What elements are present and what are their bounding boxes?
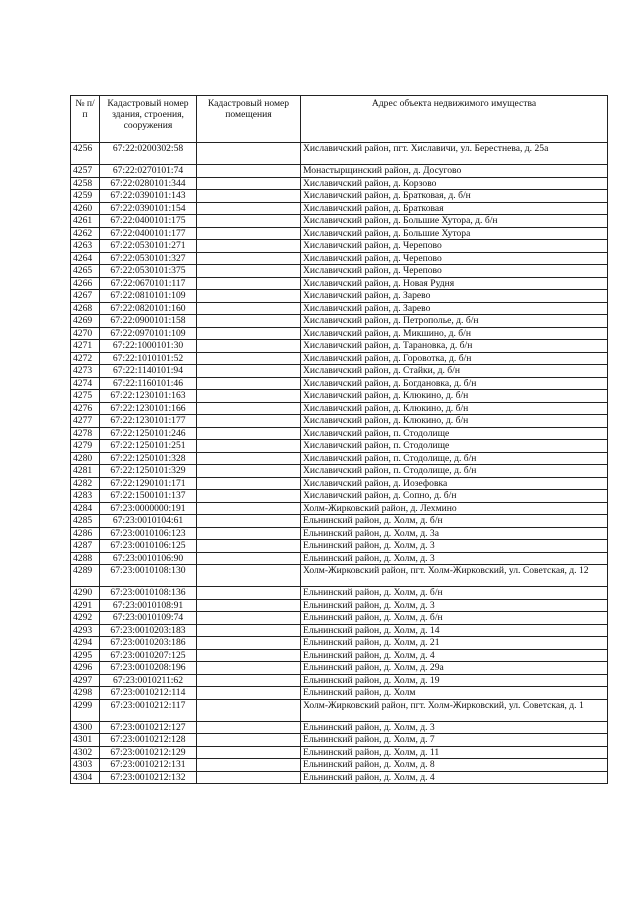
header-room-number: Кадастровый номер помещения — [197, 96, 301, 143]
cadastral-number-cell: 67:22:1230101:163 — [100, 390, 197, 403]
address-cell: Ельнинский район, д. Холм, д. 3а — [301, 527, 608, 540]
row-number-cell: 4294 — [71, 637, 100, 650]
room-number-cell — [197, 540, 301, 553]
room-number-cell — [197, 637, 301, 650]
cadastral-number-cell: 67:22:1230101:177 — [100, 415, 197, 428]
cadastral-number-cell: 67:22:1010101:52 — [100, 352, 197, 365]
table-row — [71, 252, 608, 265]
room-number-cell — [197, 377, 301, 390]
room-number-cell — [197, 402, 301, 415]
row-number-cell: 4299 — [71, 699, 100, 721]
table-row — [71, 502, 608, 515]
address-cell: Холм-Жирковский район, пгт. Холм-Жирковский, ул. Советская, д. 1 — [301, 699, 608, 721]
cadastral-number-cell: 67:22:1230101:166 — [100, 402, 197, 415]
address-cell: Хиславичский район, пгт. Хиславичи, ул. Берестнева, д. 25а — [301, 143, 608, 165]
room-number-cell — [197, 759, 301, 772]
cadastral-number-cell: 67:23:0010106:123 — [100, 527, 197, 540]
address-cell: Хиславичский район, д. Зарево — [301, 290, 608, 303]
row-number-cell: 4275 — [71, 390, 100, 403]
room-number-cell — [197, 477, 301, 490]
table-row — [71, 477, 608, 490]
table-row — [71, 352, 608, 365]
table-row — [71, 721, 608, 734]
table-row — [71, 277, 608, 290]
row-number-cell: 4274 — [71, 377, 100, 390]
room-number-cell — [197, 699, 301, 721]
header-num: № п/п — [71, 96, 100, 143]
address-cell: Ельнинский район, д. Холм, д. 19 — [301, 674, 608, 687]
row-number-cell: 4269 — [71, 315, 100, 328]
row-number-cell: 4262 — [71, 227, 100, 240]
row-number-cell: 4285 — [71, 515, 100, 528]
address-cell: Хиславичский район, д. Сопно, д. б/н — [301, 490, 608, 503]
address-cell: Ельнинский район, д. Холм, д. 3 — [301, 599, 608, 612]
row-number-cell: 4265 — [71, 265, 100, 278]
address-cell: Хиславичский район, п. Стодолище — [301, 427, 608, 440]
address-cell: Холм-Жирковский район, д. Лехмино — [301, 502, 608, 515]
table-row — [71, 687, 608, 700]
table-body — [71, 143, 608, 784]
row-number-cell: 4284 — [71, 502, 100, 515]
room-number-cell — [197, 302, 301, 315]
row-number-cell: 4278 — [71, 427, 100, 440]
cadastral-number-cell: 67:23:0010212:128 — [100, 734, 197, 747]
table-row — [71, 771, 608, 784]
table-row — [71, 440, 608, 453]
row-number-cell: 4286 — [71, 527, 100, 540]
cadastral-number-cell: 67:22:0530101:375 — [100, 265, 197, 278]
address-cell: Ельнинский район, д. Холм, д. б/н — [301, 612, 608, 625]
address-cell: Хиславичский район, д. Стайки, д. б/н — [301, 365, 608, 378]
address-cell: Хиславичский район, д. Большие Хутора, д. б/н — [301, 215, 608, 228]
cadastral-number-cell: 67:22:1290101:171 — [100, 477, 197, 490]
table-row — [71, 377, 608, 390]
address-cell: Ельнинский район, д. Холм — [301, 687, 608, 700]
cadastral-number-cell: 67:22:1250101:329 — [100, 465, 197, 478]
room-number-cell — [197, 252, 301, 265]
room-number-cell — [197, 687, 301, 700]
table-row — [71, 265, 608, 278]
table-row — [71, 565, 608, 587]
row-number-cell: 4300 — [71, 721, 100, 734]
cadastral-number-cell: 67:23:0010106:90 — [100, 552, 197, 565]
table-row — [71, 143, 608, 165]
row-number-cell: 4258 — [71, 177, 100, 190]
address-cell: Хиславичский район, д. Клюкино, д. б/н — [301, 415, 608, 428]
cadastral-number-cell: 67:22:0200302:58 — [100, 143, 197, 165]
row-number-cell: 4303 — [71, 759, 100, 772]
cadastral-number-cell: 67:23:0010108:91 — [100, 599, 197, 612]
row-number-cell: 4267 — [71, 290, 100, 303]
row-number-cell: 4271 — [71, 340, 100, 353]
cadastral-number-cell: 67:23:0010108:130 — [100, 565, 197, 587]
address-cell: Хиславичский район, д. Богдановка, д. б/н — [301, 377, 608, 390]
room-number-cell — [197, 565, 301, 587]
header-cadastral-number: Кадастровый номер здания, строения, сооружения — [100, 96, 197, 143]
address-cell: Хиславичский район, д. Тарановка, д. б/н — [301, 340, 608, 353]
address-cell: Хиславичский район, д. Братковая — [301, 202, 608, 215]
cadastral-number-cell: 67:23:0010203:186 — [100, 637, 197, 650]
table-row — [71, 662, 608, 675]
room-number-cell — [197, 415, 301, 428]
table-row — [71, 587, 608, 600]
address-cell: Ельнинский район, д. Холм, д. 4 — [301, 771, 608, 784]
row-number-cell: 4290 — [71, 587, 100, 600]
row-number-cell: 4277 — [71, 415, 100, 428]
table-row — [71, 402, 608, 415]
table-row — [71, 290, 608, 303]
room-number-cell — [197, 365, 301, 378]
room-number-cell — [197, 515, 301, 528]
room-number-cell — [197, 177, 301, 190]
address-cell: Хиславичский район, д. Черепово — [301, 265, 608, 278]
table-row — [71, 527, 608, 540]
table-row — [71, 734, 608, 747]
room-number-cell — [197, 440, 301, 453]
cadastral-number-cell: 67:23:0010212:117 — [100, 699, 197, 721]
row-number-cell: 4276 — [71, 402, 100, 415]
cadastral-number-cell: 67:22:1000101:30 — [100, 340, 197, 353]
table-row — [71, 452, 608, 465]
cadastral-number-cell: 67:22:1160101:46 — [100, 377, 197, 390]
table-row — [71, 215, 608, 228]
row-number-cell: 4266 — [71, 277, 100, 290]
address-cell: Хиславичский район, п. Стодолище — [301, 440, 608, 453]
room-number-cell — [197, 202, 301, 215]
address-cell: Ельнинский район, д. Холм, д. 14 — [301, 624, 608, 637]
table-row — [71, 637, 608, 650]
cadastral-number-cell: 67:23:0000000:191 — [100, 502, 197, 515]
row-number-cell: 4301 — [71, 734, 100, 747]
row-number-cell: 4280 — [71, 452, 100, 465]
address-cell: Хиславичский район, д. Большие Хутора — [301, 227, 608, 240]
address-cell: Хиславичский район, д. Новая Рудня — [301, 277, 608, 290]
room-number-cell — [197, 390, 301, 403]
row-number-cell: 4259 — [71, 190, 100, 203]
address-cell: Хиславичский район, д. Зарево — [301, 302, 608, 315]
table-row — [71, 465, 608, 478]
cadastral-number-cell: 67:23:0010212:131 — [100, 759, 197, 772]
address-cell: Ельнинский район, д. Холм, д. 21 — [301, 637, 608, 650]
address-cell: Хиславичский район, д. Корзово — [301, 177, 608, 190]
address-cell: Хиславичский район, д. Микшино, д. б/н — [301, 327, 608, 340]
row-number-cell: 4273 — [71, 365, 100, 378]
table-row — [71, 490, 608, 503]
room-number-cell — [197, 587, 301, 600]
room-number-cell — [197, 315, 301, 328]
address-cell: Хиславичский район, д. Горовотка, д. б/н — [301, 352, 608, 365]
address-cell: Хиславичский район, д. Братковая, д. б/н — [301, 190, 608, 203]
address-cell: Хиславичский район, д. Клюкино, д. б/н — [301, 402, 608, 415]
table-row — [71, 540, 608, 553]
table-row — [71, 599, 608, 612]
cadastral-number-cell: 67:22:0820101:160 — [100, 302, 197, 315]
address-cell: Ельнинский район, д. Холм, д. 3 — [301, 721, 608, 734]
registry-table — [70, 95, 608, 784]
room-number-cell — [197, 599, 301, 612]
cadastral-number-cell: 67:23:0010108:136 — [100, 587, 197, 600]
room-number-cell — [197, 674, 301, 687]
row-number-cell: 4289 — [71, 565, 100, 587]
room-number-cell — [197, 771, 301, 784]
address-cell: Хиславичский район, д. Петрополье, д. б/н — [301, 315, 608, 328]
room-number-cell — [197, 662, 301, 675]
cadastral-number-cell: 67:22:0390101:154 — [100, 202, 197, 215]
row-number-cell: 4298 — [71, 687, 100, 700]
cadastral-number-cell: 67:23:0010106:125 — [100, 540, 197, 553]
room-number-cell — [197, 452, 301, 465]
row-number-cell: 4297 — [71, 674, 100, 687]
cadastral-number-cell: 67:22:0530101:327 — [100, 252, 197, 265]
table-row — [71, 390, 608, 403]
row-number-cell: 4282 — [71, 477, 100, 490]
table-row — [71, 612, 608, 625]
room-number-cell — [197, 490, 301, 503]
table-row — [71, 746, 608, 759]
address-cell: Хиславичский район, п. Стодолище, д. б/н — [301, 465, 608, 478]
row-number-cell: 4291 — [71, 599, 100, 612]
row-number-cell: 4293 — [71, 624, 100, 637]
room-number-cell — [197, 240, 301, 253]
row-number-cell: 4260 — [71, 202, 100, 215]
address-cell: Ельнинский район, д. Холм, д. 11 — [301, 746, 608, 759]
cadastral-number-cell: 67:22:1250101:246 — [100, 427, 197, 440]
cadastral-number-cell: 67:22:0390101:143 — [100, 190, 197, 203]
cadastral-number-cell: 67:23:0010212:127 — [100, 721, 197, 734]
cadastral-number-cell: 67:22:1250101:328 — [100, 452, 197, 465]
row-number-cell: 4288 — [71, 552, 100, 565]
address-cell: Холм-Жирковский район, пгт. Холм-Жирковский, ул. Советская, д. 12 — [301, 565, 608, 587]
address-cell: Хиславичский район, д. Клюкино, д. б/н — [301, 390, 608, 403]
row-number-cell: 4296 — [71, 662, 100, 675]
cadastral-number-cell: 67:22:1250101:251 — [100, 440, 197, 453]
table-row — [71, 624, 608, 637]
address-cell: Ельнинский район, д. Холм, д. 3 — [301, 552, 608, 565]
cadastral-number-cell: 67:23:0010104:61 — [100, 515, 197, 528]
room-number-cell — [197, 327, 301, 340]
row-number-cell: 4304 — [71, 771, 100, 784]
table-row — [71, 227, 608, 240]
row-number-cell: 4279 — [71, 440, 100, 453]
cadastral-number-cell: 67:22:0280101:344 — [100, 177, 197, 190]
table-header-row — [71, 96, 608, 143]
row-number-cell: 4257 — [71, 165, 100, 178]
cadastral-number-cell: 67:22:0400101:175 — [100, 215, 197, 228]
cadastral-number-cell: 67:23:0010212:132 — [100, 771, 197, 784]
table-row — [71, 315, 608, 328]
room-number-cell — [197, 465, 301, 478]
room-number-cell — [197, 552, 301, 565]
address-cell: Хиславичский район, п. Стодолище, д. б/н — [301, 452, 608, 465]
address-cell: Ельнинский район, д. Холм, д. 8 — [301, 759, 608, 772]
cadastral-number-cell: 67:23:0010212:129 — [100, 746, 197, 759]
table-row — [71, 427, 608, 440]
address-cell: Ельнинский район, д. Холм, д. 29а — [301, 662, 608, 675]
row-number-cell: 4261 — [71, 215, 100, 228]
room-number-cell — [197, 427, 301, 440]
cadastral-number-cell: 67:23:0010211:62 — [100, 674, 197, 687]
address-cell: Ельнинский район, д. Холм, д. б/н — [301, 587, 608, 600]
room-number-cell — [197, 215, 301, 228]
cadastral-number-cell: 67:22:0970101:109 — [100, 327, 197, 340]
table-row — [71, 649, 608, 662]
cadastral-number-cell: 67:23:0010208:196 — [100, 662, 197, 675]
row-number-cell: 4268 — [71, 302, 100, 315]
table-row — [71, 365, 608, 378]
table-row — [71, 202, 608, 215]
table-row — [71, 699, 608, 721]
cadastral-number-cell: 67:22:1140101:94 — [100, 365, 197, 378]
table-row — [71, 327, 608, 340]
room-number-cell — [197, 143, 301, 165]
cadastral-number-cell: 67:22:0810101:109 — [100, 290, 197, 303]
room-number-cell — [197, 527, 301, 540]
address-cell: Ельнинский район, д. Холм, д. б/н — [301, 515, 608, 528]
table-row — [71, 515, 608, 528]
row-number-cell: 4263 — [71, 240, 100, 253]
room-number-cell — [197, 649, 301, 662]
row-number-cell: 4287 — [71, 540, 100, 553]
address-cell: Монастырщинский район, д. Досугово — [301, 165, 608, 178]
table-row — [71, 240, 608, 253]
room-number-cell — [197, 502, 301, 515]
row-number-cell: 4270 — [71, 327, 100, 340]
room-number-cell — [197, 340, 301, 353]
address-cell: Ельнинский район, д. Холм, д. 3 — [301, 540, 608, 553]
row-number-cell: 4256 — [71, 143, 100, 165]
cadastral-number-cell: 67:23:0010212:114 — [100, 687, 197, 700]
cadastral-number-cell: 67:23:0010203:183 — [100, 624, 197, 637]
address-cell: Ельнинский район, д. Холм, д. 4 — [301, 649, 608, 662]
table-row — [71, 552, 608, 565]
room-number-cell — [197, 624, 301, 637]
row-number-cell: 4295 — [71, 649, 100, 662]
table-row — [71, 415, 608, 428]
row-number-cell: 4281 — [71, 465, 100, 478]
room-number-cell — [197, 612, 301, 625]
cadastral-number-cell: 67:23:0010109:74 — [100, 612, 197, 625]
table-row — [71, 190, 608, 203]
room-number-cell — [197, 746, 301, 759]
cadastral-number-cell: 67:22:0530101:271 — [100, 240, 197, 253]
room-number-cell — [197, 734, 301, 747]
row-number-cell: 4302 — [71, 746, 100, 759]
room-number-cell — [197, 165, 301, 178]
table-row — [71, 177, 608, 190]
room-number-cell — [197, 290, 301, 303]
table-row — [71, 674, 608, 687]
cadastral-number-cell: 67:22:0400101:177 — [100, 227, 197, 240]
room-number-cell — [197, 265, 301, 278]
table-row — [71, 302, 608, 315]
row-number-cell: 4292 — [71, 612, 100, 625]
table-row — [71, 340, 608, 353]
row-number-cell: 4264 — [71, 252, 100, 265]
table-row — [71, 165, 608, 178]
row-number-cell: 4272 — [71, 352, 100, 365]
address-cell: Хиславичский район, д. Иозефовка — [301, 477, 608, 490]
room-number-cell — [197, 352, 301, 365]
room-number-cell — [197, 721, 301, 734]
room-number-cell — [197, 277, 301, 290]
room-number-cell — [197, 227, 301, 240]
cadastral-number-cell: 67:22:0900101:158 — [100, 315, 197, 328]
address-cell: Хиславичский район, д. Черепово — [301, 252, 608, 265]
cadastral-number-cell: 67:22:1500101:137 — [100, 490, 197, 503]
cadastral-number-cell: 67:23:0010207:125 — [100, 649, 197, 662]
room-number-cell — [197, 190, 301, 203]
cadastral-number-cell: 67:22:0270101:74 — [100, 165, 197, 178]
cadastral-number-cell: 67:22:0670101:117 — [100, 277, 197, 290]
row-number-cell: 4283 — [71, 490, 100, 503]
address-cell: Ельнинский район, д. Холм, д. 7 — [301, 734, 608, 747]
address-cell: Хиславичский район, д. Черепово — [301, 240, 608, 253]
table-row — [71, 759, 608, 772]
header-address: Адрес объекта недвижимого имущества — [301, 96, 608, 143]
